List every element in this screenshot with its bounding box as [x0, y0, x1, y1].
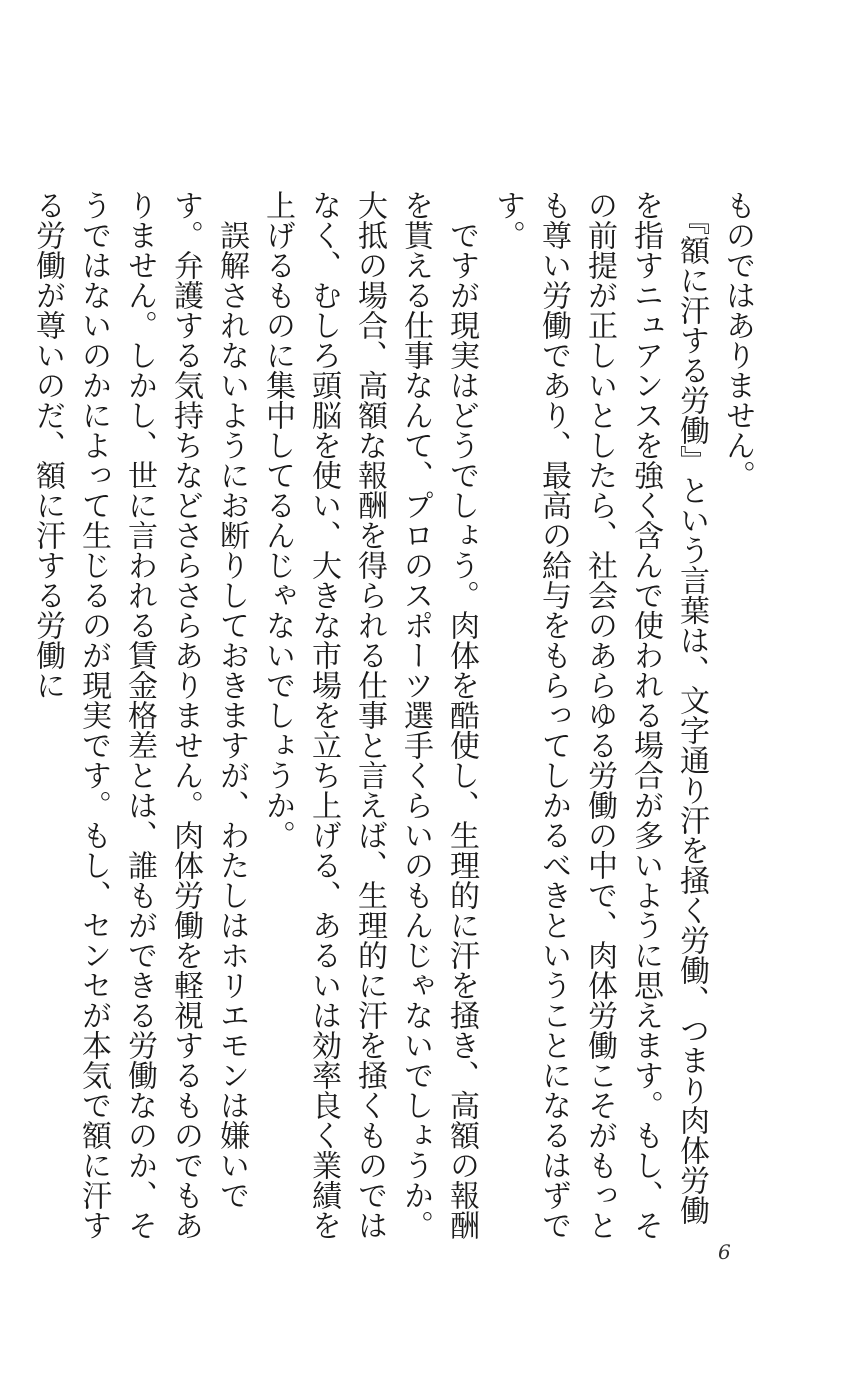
paragraph-misunderstanding: 誤解されないようにお断りしておきますが、わたしはホリエモンは嫌いです。弁護する気持ちなどさらさらありません。肉体労働を軽視するものでもありません。しかし、世に言われる賃金格差とは、誰もができる労働なのか、そうではないのかによって生じるのが現実です。もし、センセが本気で額に汗する労働が尊いのだ、額に汗する労働に: [30, 190, 249, 1240]
paragraph-sweat-labor: 『額に汗する労働』という言葉は、文字通り汗を掻く労働、つまり肉体労働を指すニュアンスを強く含んで使われる場合が多いように思えます。もし、その前提が正しいとしたら、社会のあらゆる労働の中で、肉体労働こそがもっとも尊い労働であり、最高の給与をもらってしかるべきということになるはずです。: [490, 190, 709, 1240]
vertical-body-text: [30, 190, 760, 1250]
paragraph-continuation: ものではありません。: [720, 190, 755, 490]
page-number: 6: [718, 1240, 731, 1264]
paragraph-reality: ですが現実はどうでしょう。肉体を酷使し、生理的に汗を掻き、高額の報酬を貰える仕事なんて、プロのスポーツ選手くらいのもんじゃないでしょうか。大抵の場合、高額な報酬を得られる仕事と言えば、生理的に汗を掻くものではなく、むしろ頭脳を使い、大きな市場を立ち上げる、あるいは効率良く業績を上げるものに集中してるんじゃないでしょうか。: [260, 190, 479, 1240]
